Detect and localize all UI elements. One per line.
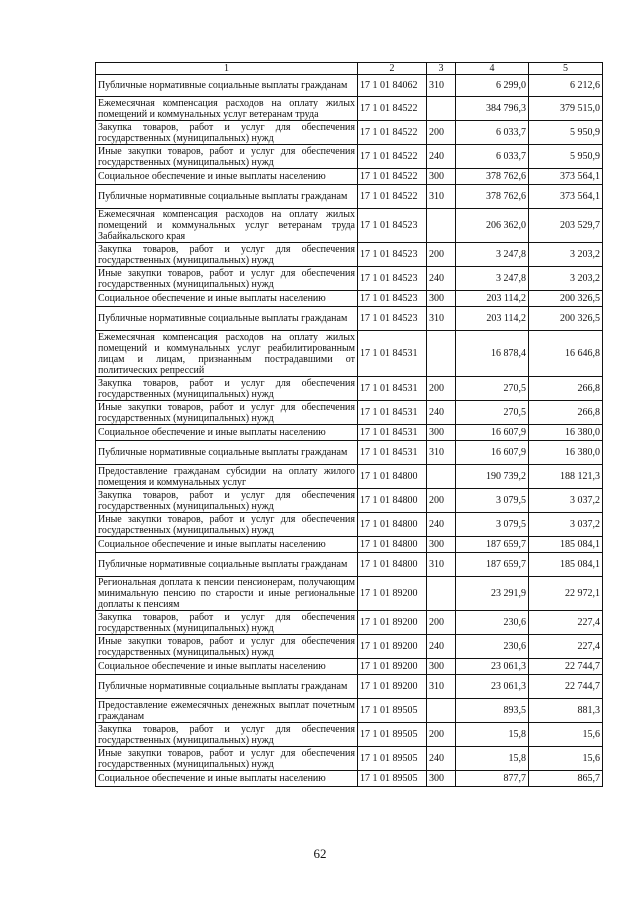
amount-year2-cell: 200 326,5 xyxy=(529,291,603,307)
expense-name-cell: Социальное обеспечение и иные выплаты населению xyxy=(96,659,358,675)
expense-type-cell: 310 xyxy=(427,553,456,577)
expense-type-cell: 240 xyxy=(427,513,456,537)
target-article-code-cell: 17 1 01 89505 xyxy=(358,771,427,787)
table-row xyxy=(96,659,603,675)
page-number: 62 xyxy=(313,846,327,861)
expense-type-cell: 200 xyxy=(427,611,456,635)
amount-year2-cell: 5 950,9 xyxy=(529,145,603,169)
table-row xyxy=(96,401,603,425)
amount-year1-cell: 23 061,3 xyxy=(456,675,529,699)
column-header: 4 xyxy=(456,63,529,75)
amount-year2-cell: 22 744,7 xyxy=(529,675,603,699)
table-row xyxy=(96,513,603,537)
target-article-code-cell: 17 1 01 84522 xyxy=(358,121,427,145)
expense-name-cell: Публичные нормативные социальные выплаты гражданам xyxy=(96,441,358,465)
table-row xyxy=(96,553,603,577)
expense-name-cell: Иные закупки товаров, работ и услуг для обеспечения государственных (муниципальных) нужд xyxy=(96,635,358,659)
target-article-code-cell: 17 1 01 84531 xyxy=(358,425,427,441)
amount-year1-cell: 3 247,8 xyxy=(456,243,529,267)
amount-year1-cell: 270,5 xyxy=(456,377,529,401)
target-article-code-cell: 17 1 01 84800 xyxy=(358,489,427,513)
table-row xyxy=(96,747,603,771)
table-row xyxy=(96,441,603,465)
amount-year1-cell: 384 796,3 xyxy=(456,97,529,121)
target-article-code-cell: 17 1 01 84522 xyxy=(358,185,427,209)
target-article-code-cell: 17 1 01 84522 xyxy=(358,145,427,169)
target-article-code-cell: 17 1 01 89505 xyxy=(358,747,427,771)
amount-year2-cell: 200 326,5 xyxy=(529,307,603,331)
expense-type-cell: 300 xyxy=(427,425,456,441)
amount-year1-cell: 230,6 xyxy=(456,611,529,635)
amount-year1-cell: 270,5 xyxy=(456,401,529,425)
expense-name-cell: Предоставление ежемесячных денежных выплат почетным гражданам xyxy=(96,699,358,723)
amount-year1-cell: 16 607,9 xyxy=(456,425,529,441)
target-article-code-cell: 17 1 01 89505 xyxy=(358,723,427,747)
table-row xyxy=(96,331,603,377)
amount-year1-cell: 3 079,5 xyxy=(456,513,529,537)
target-article-code-cell: 17 1 01 84531 xyxy=(358,441,427,465)
table-row xyxy=(96,699,603,723)
expense-type-cell: 300 xyxy=(427,771,456,787)
target-article-code-cell: 17 1 01 89200 xyxy=(358,635,427,659)
amount-year2-cell: 3 203,2 xyxy=(529,243,603,267)
expense-name-cell: Иные закупки товаров, работ и услуг для обеспечения государственных (муниципальных) нужд xyxy=(96,513,358,537)
table-row xyxy=(96,537,603,553)
target-article-code-cell: 17 1 01 84523 xyxy=(358,267,427,291)
amount-year2-cell: 22 972,1 xyxy=(529,577,603,611)
expense-name-cell: Публичные нормативные социальные выплаты гражданам xyxy=(96,553,358,577)
expense-type-cell: 200 xyxy=(427,377,456,401)
expense-type-cell: 200 xyxy=(427,723,456,747)
expense-name-cell: Закупка товаров, работ и услуг для обеспечения государственных (муниципальных) нужд xyxy=(96,243,358,267)
amount-year2-cell: 185 084,1 xyxy=(529,553,603,577)
expense-name-cell: Ежемесячная компенсация расходов на оплату жилых помещений и коммунальных услуг ветеранам труда xyxy=(96,97,358,121)
expense-name-cell: Ежемесячная компенсация расходов на оплату жилых помещений и коммунальных услуг ветеранам труда Забайкальского края xyxy=(96,209,358,243)
amount-year2-cell: 266,8 xyxy=(529,377,603,401)
expense-type-cell xyxy=(427,699,456,723)
target-article-code-cell: 17 1 01 84800 xyxy=(358,553,427,577)
expense-name-cell: Иные закупки товаров, работ и услуг для обеспечения государственных (муниципальных) нужд xyxy=(96,145,358,169)
table-row xyxy=(96,377,603,401)
amount-year2-cell: 5 950,9 xyxy=(529,121,603,145)
expense-type-cell: 310 xyxy=(427,307,456,331)
target-article-code-cell: 17 1 01 84522 xyxy=(358,97,427,121)
amount-year2-cell: 15,6 xyxy=(529,747,603,771)
expense-name-cell: Ежемесячная компенсация расходов на оплату жилых помещений и коммунальных услуг реабилитированным лицам и лицам, признанным пострадавшими от политических репрессий xyxy=(96,331,358,377)
amount-year2-cell: 3 203,2 xyxy=(529,267,603,291)
amount-year1-cell: 190 739,2 xyxy=(456,465,529,489)
amount-year2-cell: 16 380,0 xyxy=(529,441,603,465)
expense-name-cell: Региональная доплата к пенсии пенсионерам, получающим минимальную пенсию по старости и иные региональные доплаты к пенсиям xyxy=(96,577,358,611)
amount-year2-cell: 373 564,1 xyxy=(529,169,603,185)
amount-year2-cell: 373 564,1 xyxy=(529,185,603,209)
expense-name-cell: Публичные нормативные социальные выплаты гражданам xyxy=(96,185,358,209)
target-article-code-cell: 17 1 01 84062 xyxy=(358,75,427,97)
expense-type-cell xyxy=(427,209,456,243)
expense-name-cell: Публичные нормативные социальные выплаты гражданам xyxy=(96,307,358,331)
table-row xyxy=(96,75,603,97)
expense-name-cell: Закупка товаров, работ и услуг для обеспечения государственных (муниципальных) нужд xyxy=(96,377,358,401)
target-article-code-cell: 17 1 01 89505 xyxy=(358,699,427,723)
expense-type-cell: 240 xyxy=(427,267,456,291)
expense-name-cell: Закупка товаров, работ и услуг для обеспечения государственных (муниципальных) нужд xyxy=(96,121,358,145)
expense-name-cell: Иные закупки товаров, работ и услуг для обеспечения государственных (муниципальных) нужд xyxy=(96,267,358,291)
expense-name-cell: Социальное обеспечение и иные выплаты населению xyxy=(96,291,358,307)
amount-year1-cell: 3 247,8 xyxy=(456,267,529,291)
column-header: 5 xyxy=(529,63,603,75)
table-row xyxy=(96,489,603,513)
expense-name-cell: Иные закупки товаров, работ и услуг для обеспечения государственных (муниципальных) нужд xyxy=(96,747,358,771)
expense-name-cell: Предоставление гражданам субсидии на оплату жилого помещения и коммунальных услуг xyxy=(96,465,358,489)
expense-type-cell: 310 xyxy=(427,185,456,209)
expense-name-cell: Закупка товаров, работ и услуг для обеспечения государственных (муниципальных) нужд xyxy=(96,723,358,747)
expense-type-cell: 200 xyxy=(427,243,456,267)
expense-name-cell: Социальное обеспечение и иные выплаты населению xyxy=(96,169,358,185)
expense-type-cell: 240 xyxy=(427,401,456,425)
expense-type-cell: 310 xyxy=(427,75,456,97)
table-row xyxy=(96,425,603,441)
table-row xyxy=(96,611,603,635)
amount-year1-cell: 3 079,5 xyxy=(456,489,529,513)
amount-year2-cell: 16 380,0 xyxy=(529,425,603,441)
table-row xyxy=(96,577,603,611)
expense-type-cell: 300 xyxy=(427,169,456,185)
target-article-code-cell: 17 1 01 84800 xyxy=(358,537,427,553)
expense-name-cell: Закупка товаров, работ и услуг для обеспечения государственных (муниципальных) нужд xyxy=(96,611,358,635)
table-row xyxy=(96,307,603,331)
expense-type-cell: 300 xyxy=(427,537,456,553)
budget-table xyxy=(95,62,603,787)
amount-year1-cell: 23 291,9 xyxy=(456,577,529,611)
target-article-code-cell: 17 1 01 84800 xyxy=(358,465,427,489)
amount-year1-cell: 6 033,7 xyxy=(456,145,529,169)
amount-year2-cell: 3 037,2 xyxy=(529,489,603,513)
table-row xyxy=(96,723,603,747)
amount-year1-cell: 203 114,2 xyxy=(456,291,529,307)
amount-year1-cell: 23 061,3 xyxy=(456,659,529,675)
expense-type-cell xyxy=(427,97,456,121)
amount-year2-cell: 227,4 xyxy=(529,635,603,659)
table-row xyxy=(96,145,603,169)
table-row xyxy=(96,267,603,291)
amount-year2-cell: 3 037,2 xyxy=(529,513,603,537)
target-article-code-cell: 17 1 01 84800 xyxy=(358,513,427,537)
expense-type-cell xyxy=(427,465,456,489)
expense-name-cell: Социальное обеспечение и иные выплаты населению xyxy=(96,771,358,787)
amount-year1-cell: 6 299,0 xyxy=(456,75,529,97)
target-article-code-cell: 17 1 01 84522 xyxy=(358,169,427,185)
amount-year1-cell: 15,8 xyxy=(456,747,529,771)
amount-year1-cell: 230,6 xyxy=(456,635,529,659)
target-article-code-cell: 17 1 01 89200 xyxy=(358,675,427,699)
target-article-code-cell: 17 1 01 84523 xyxy=(358,307,427,331)
target-article-code-cell: 17 1 01 89200 xyxy=(358,577,427,611)
expense-type-cell: 300 xyxy=(427,659,456,675)
expense-type-cell: 240 xyxy=(427,747,456,771)
target-article-code-cell: 17 1 01 84531 xyxy=(358,401,427,425)
table-row xyxy=(96,291,603,307)
target-article-code-cell: 17 1 01 89200 xyxy=(358,611,427,635)
expense-type-cell: 310 xyxy=(427,675,456,699)
table-row xyxy=(96,97,603,121)
table-row xyxy=(96,185,603,209)
table-row xyxy=(96,465,603,489)
amount-year1-cell: 6 033,7 xyxy=(456,121,529,145)
amount-year2-cell: 185 084,1 xyxy=(529,537,603,553)
column-header: 1 xyxy=(96,63,358,75)
amount-year1-cell: 203 114,2 xyxy=(456,307,529,331)
table-row xyxy=(96,675,603,699)
table-body xyxy=(96,75,603,787)
amount-year1-cell: 378 762,6 xyxy=(456,169,529,185)
expense-type-cell: 240 xyxy=(427,635,456,659)
amount-year1-cell: 187 659,7 xyxy=(456,537,529,553)
target-article-code-cell: 17 1 01 84531 xyxy=(358,377,427,401)
expense-type-cell xyxy=(427,577,456,611)
amount-year1-cell: 206 362,0 xyxy=(456,209,529,243)
amount-year2-cell: 227,4 xyxy=(529,611,603,635)
amount-year1-cell: 187 659,7 xyxy=(456,553,529,577)
table-row xyxy=(96,209,603,243)
table-row xyxy=(96,243,603,267)
amount-year1-cell: 378 762,6 xyxy=(456,185,529,209)
amount-year1-cell: 877,7 xyxy=(456,771,529,787)
table-row xyxy=(96,121,603,145)
amount-year1-cell: 15,8 xyxy=(456,723,529,747)
amount-year2-cell: 15,6 xyxy=(529,723,603,747)
column-header: 3 xyxy=(427,63,456,75)
column-number-row xyxy=(96,63,603,75)
table-row xyxy=(96,635,603,659)
expense-name-cell: Публичные нормативные социальные выплаты гражданам xyxy=(96,675,358,699)
table-row xyxy=(96,169,603,185)
expense-type-cell: 240 xyxy=(427,145,456,169)
target-article-code-cell: 17 1 01 84531 xyxy=(358,331,427,377)
expense-type-cell: 310 xyxy=(427,441,456,465)
expense-name-cell: Социальное обеспечение и иные выплаты населению xyxy=(96,425,358,441)
expense-name-cell: Публичные нормативные социальные выплаты гражданам xyxy=(96,75,358,97)
expense-name-cell: Иные закупки товаров, работ и услуг для обеспечения государственных (муниципальных) нужд xyxy=(96,401,358,425)
target-article-code-cell: 17 1 01 84523 xyxy=(358,291,427,307)
target-article-code-cell: 17 1 01 89200 xyxy=(358,659,427,675)
column-header: 2 xyxy=(358,63,427,75)
amount-year1-cell: 16 607,9 xyxy=(456,441,529,465)
amount-year2-cell: 188 121,3 xyxy=(529,465,603,489)
expense-name-cell: Социальное обеспечение и иные выплаты населению xyxy=(96,537,358,553)
expense-type-cell: 200 xyxy=(427,489,456,513)
amount-year1-cell: 16 878,4 xyxy=(456,331,529,377)
amount-year2-cell: 865,7 xyxy=(529,771,603,787)
amount-year2-cell: 266,8 xyxy=(529,401,603,425)
amount-year2-cell: 203 529,7 xyxy=(529,209,603,243)
expense-type-cell: 300 xyxy=(427,291,456,307)
amount-year2-cell: 881,3 xyxy=(529,699,603,723)
amount-year2-cell: 22 744,7 xyxy=(529,659,603,675)
amount-year2-cell: 379 515,0 xyxy=(529,97,603,121)
target-article-code-cell: 17 1 01 84523 xyxy=(358,209,427,243)
amount-year1-cell: 893,5 xyxy=(456,699,529,723)
expense-name-cell: Закупка товаров, работ и услуг для обеспечения государственных (муниципальных) нужд xyxy=(96,489,358,513)
target-article-code-cell: 17 1 01 84523 xyxy=(358,243,427,267)
amount-year2-cell: 16 646,8 xyxy=(529,331,603,377)
expense-type-cell: 200 xyxy=(427,121,456,145)
amount-year2-cell: 6 212,6 xyxy=(529,75,603,97)
expense-type-cell xyxy=(427,331,456,377)
table-row xyxy=(96,771,603,787)
